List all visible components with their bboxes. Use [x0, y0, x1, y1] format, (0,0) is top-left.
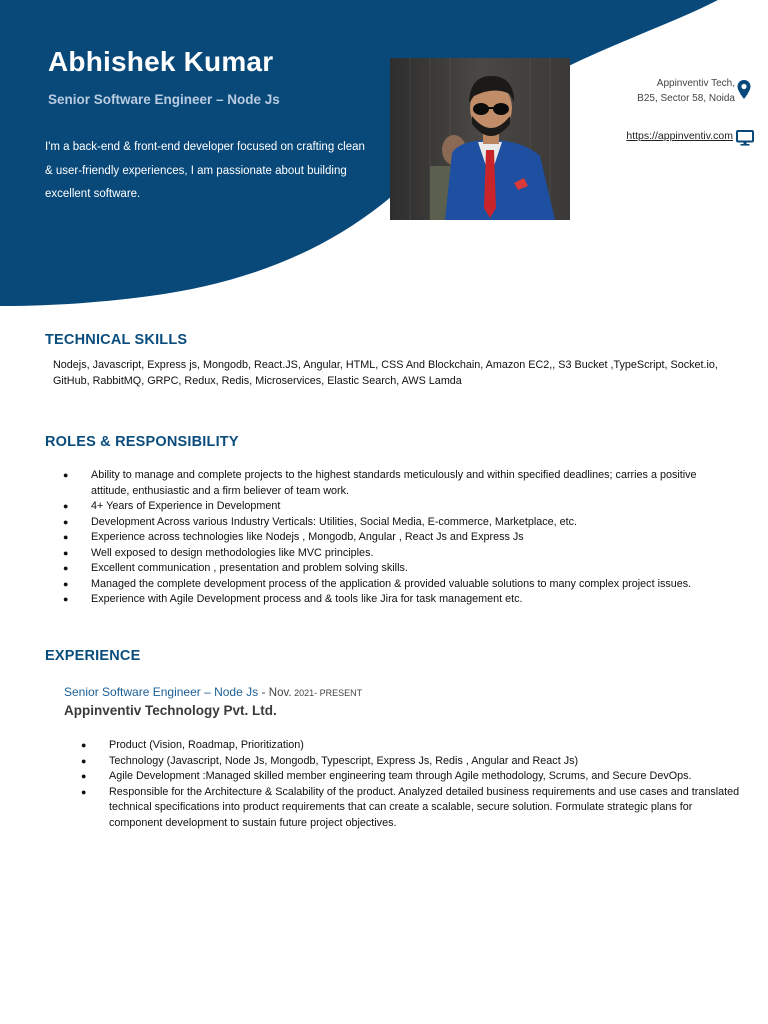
map-pin-icon [737, 80, 751, 99]
experience-company: Appinventiv Technology Pvt. Ltd. [64, 703, 277, 718]
address-line-2: B25, Sector 58, Noida [637, 92, 735, 104]
list-item: ● Development Across various Industry Verticals: Utilities, Social Media, E-commerce, Marketplace, etc. [63, 515, 703, 531]
profile-photo-illustration [390, 58, 570, 220]
candidate-name: Abhishek Kumar [48, 46, 274, 77]
intro-text: I'm a back-end & front-end developer focused on crafting clean & user-friendly experiences, I am passionate about building excellent software. [45, 141, 365, 200]
experience-role-title: Senior Software Engineer – Node Js [64, 685, 259, 699]
list-item: ● Technology (Javascript, Node Js, Mongodb, Typescript, Express Js, Redis , Angular and React Js) [81, 754, 741, 770]
experience-date-rest: 2021- PRESENT [291, 688, 363, 698]
skills-text: Nodejs, Javascript, Express js, Mongodb, React.JS, Angular, HTML, CSS And Blockchain, Amazon EC2,, S3 Bucket ,TypeScript, Socket.io, GitHub, RabbitMQ, GRPC, Redux, Redis, Microservices, Elastic Search, AWS Lamda [53, 359, 718, 387]
experience-heading: EXPERIENCE [45, 648, 141, 664]
list-item: ● Agile Development :Managed skilled member engineering team through Agile methodology, Scrums, and Secure DevOps. [81, 769, 741, 785]
list-item: ● Experience across technologies like Nodejs , Mongodb, Angular , React Js and Express Js [63, 530, 703, 546]
list-item: ● Responsible for the Architecture & Scalability of the product. Analyzed detailed business requirements and use cases and translated technical specifications into product requirements that can create a scalable, secure solution. Formulate strategic plans for component development to sustain future project objectives. [81, 785, 741, 832]
roles-list [63, 468, 703, 608]
list-item: ● Excellent communication , presentation and problem solving skills. [63, 561, 703, 577]
experience-date [269, 687, 362, 699]
list-item: ● Well exposed to design methodologies like MVC principles. [63, 546, 703, 562]
experience-role [64, 685, 362, 699]
website-link[interactable]: https://appinventiv.com [626, 130, 733, 142]
list-item: ● Product (Vision, Roadmap, Prioritization) [81, 738, 741, 754]
address-line-1: Appinventiv Tech, [656, 78, 735, 89]
experience-date-month: Nov. [268, 687, 292, 699]
experience-separator: - [258, 685, 269, 699]
experience-list [81, 738, 741, 831]
list-item: ● Experience with Agile Development process and & tools like Jira for task management etc. [63, 592, 703, 608]
list-item: ● Ability to manage and complete projects to the highest standards meticulously and within specified deadlines; carries a positive attitude, enthusiastic and a firm believer of team work. [63, 468, 703, 499]
monitor-icon [736, 130, 754, 146]
list-item: ● Managed the complete development process of the application & provided valuable solutions to many complex project issues. [63, 577, 703, 593]
skills-heading: TECHNICAL SKILLS [45, 332, 188, 348]
contact-address [637, 77, 735, 106]
job-title: Senior Software Engineer – Node Js [48, 92, 280, 107]
profile-photo [390, 58, 570, 220]
roles-heading: ROLES & RESPONSIBILITY [45, 434, 239, 450]
list-item: ● 4+ Years of Experience in Development [63, 499, 703, 515]
